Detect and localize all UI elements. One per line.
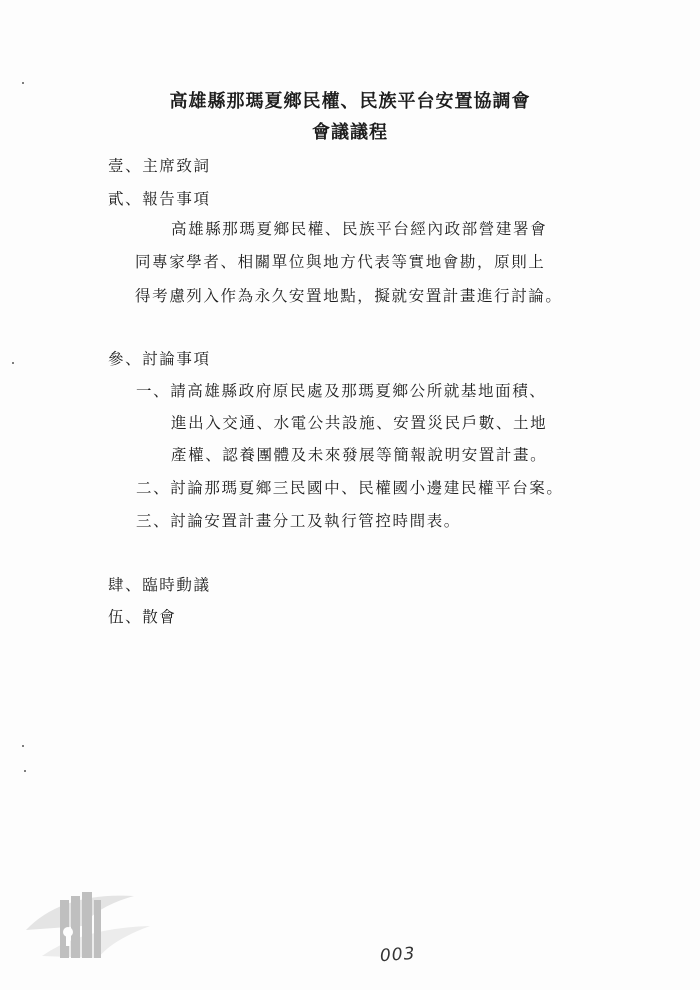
agenda-item-report: 貳、報告事項 — [108, 190, 211, 208]
archive-watermark-icon — [22, 870, 162, 970]
scan-speck — [24, 770, 26, 772]
report-text-line: 得考慮列入作為永久安置地點，擬就安置計畫進行討論。 — [135, 287, 563, 305]
document-title: 高雄縣那瑪夏鄉民權、民族平台安置協調會 — [169, 91, 531, 112]
scan-speck — [22, 745, 24, 747]
scan-speck — [12, 362, 14, 364]
discussion-item-one: 一、請高雄縣政府原民處及那瑪夏鄉公所就基地面積、 — [136, 382, 547, 400]
page-number: 003 — [379, 943, 417, 967]
report-text-line: 同專家學者、相關單位與地方代表等實地會勘，原則上 — [135, 253, 546, 271]
agenda-item-extempore-motions: 肆、臨時動議 — [108, 576, 211, 594]
agenda-item-opening-remarks: 壹、主席致詞 — [108, 157, 211, 175]
agenda-item-adjournment: 伍、散會 — [108, 608, 177, 626]
discussion-item-two: 二、討論那瑪夏鄉三民國中、民權國小邊建民權平台案。 — [136, 479, 564, 497]
agenda-item-discussion: 參、討論事項 — [108, 350, 211, 368]
discussion-item-one-line: 進出入交通、水電公共設施、安置災民戶數、土地 — [171, 414, 548, 432]
scan-speck — [22, 82, 24, 84]
discussion-item-three: 三、討論安置計畫分工及執行管控時間表。 — [136, 512, 461, 530]
discussion-item-one-line: 產權、認養團體及未來發展等簡報說明安置計畫。 — [171, 446, 548, 464]
report-text-line: 高雄縣那瑪夏鄉民權、民族平台經內政部營建署會 — [171, 220, 548, 238]
document-subtitle: 會議議程 — [312, 122, 388, 143]
